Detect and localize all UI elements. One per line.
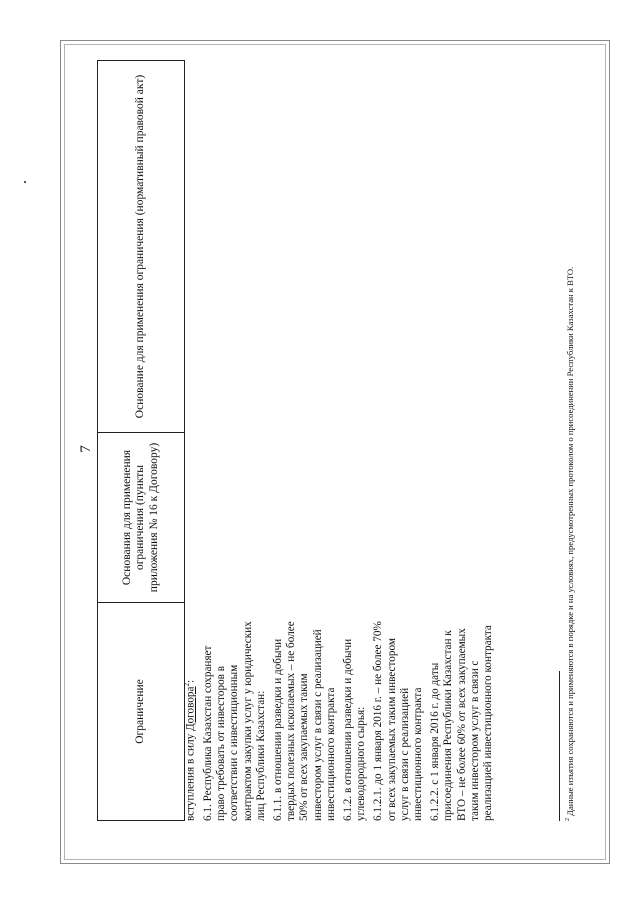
paragraph-6-1-2-1: 6.1.2.1. до 1 января 2016 г. – не более 70% от всех закупаемых таким инвестором услуг в связи с реализацией инвестиционного контракта — [372, 621, 424, 821]
scan-speck — [24, 181, 26, 183]
paragraph-6-1-1: 6.1.1. в отношении разведки и добычи твердых полезных ископаемых – не более 50% от всех закупаемых таким инвестором услуг в связи с реализацией инвестиционного контракта — [271, 621, 337, 821]
rotated-document-page — [73, 49, 593, 849]
header-legal-act-basis: Основание для применения ограничения (нормативный правовой акт) — [98, 61, 185, 433]
footnote — [565, 61, 575, 821]
header-treaty-basis: Основания для применения ограничения (пункты приложения № 16 к Договору) — [98, 433, 185, 603]
header-restriction: Ограничение — [98, 603, 185, 821]
page-number: 7 — [78, 445, 94, 453]
intro-tail: : — [184, 679, 197, 684]
paragraph-6-1: 6.1. Республика Казахстан сохраняет право требовать от инвесторов в соответствии с инвестиционным контрактом закупки услуг у юридических лиц Республики Казахстан: — [201, 621, 267, 821]
paragraph-6-1-2-2: 6.1.2.2. с 1 января 2016 г. до даты присоединения Республики Казахстан к ВТО – не более 60% от всех закупаемых таким инвестором услуг в связи с реализацией инвестиционного контракта — [429, 625, 494, 821]
paragraph-6-1-2: 6.1.2. в отношении разведки и добычи углеводородного сырья: — [341, 638, 368, 821]
restrictions-table — [97, 60, 185, 821]
footnote-mark: 2 — [565, 818, 571, 821]
footnote-divider — [559, 671, 560, 821]
table-header-row — [98, 61, 185, 821]
intro-line — [181, 616, 198, 821]
footnote-ref: 2 — [183, 683, 191, 687]
treaty-link[interactable]: Договора — [184, 686, 197, 732]
footnote-text: Данные изъятия сохраняются и применяются в порядке и на условиях, предусмотренных протоколом о присоединении Республики Казахстан к ВТО. — [564, 266, 575, 816]
restriction-text — [181, 616, 499, 821]
intro-text: вступления в силу — [184, 733, 197, 821]
